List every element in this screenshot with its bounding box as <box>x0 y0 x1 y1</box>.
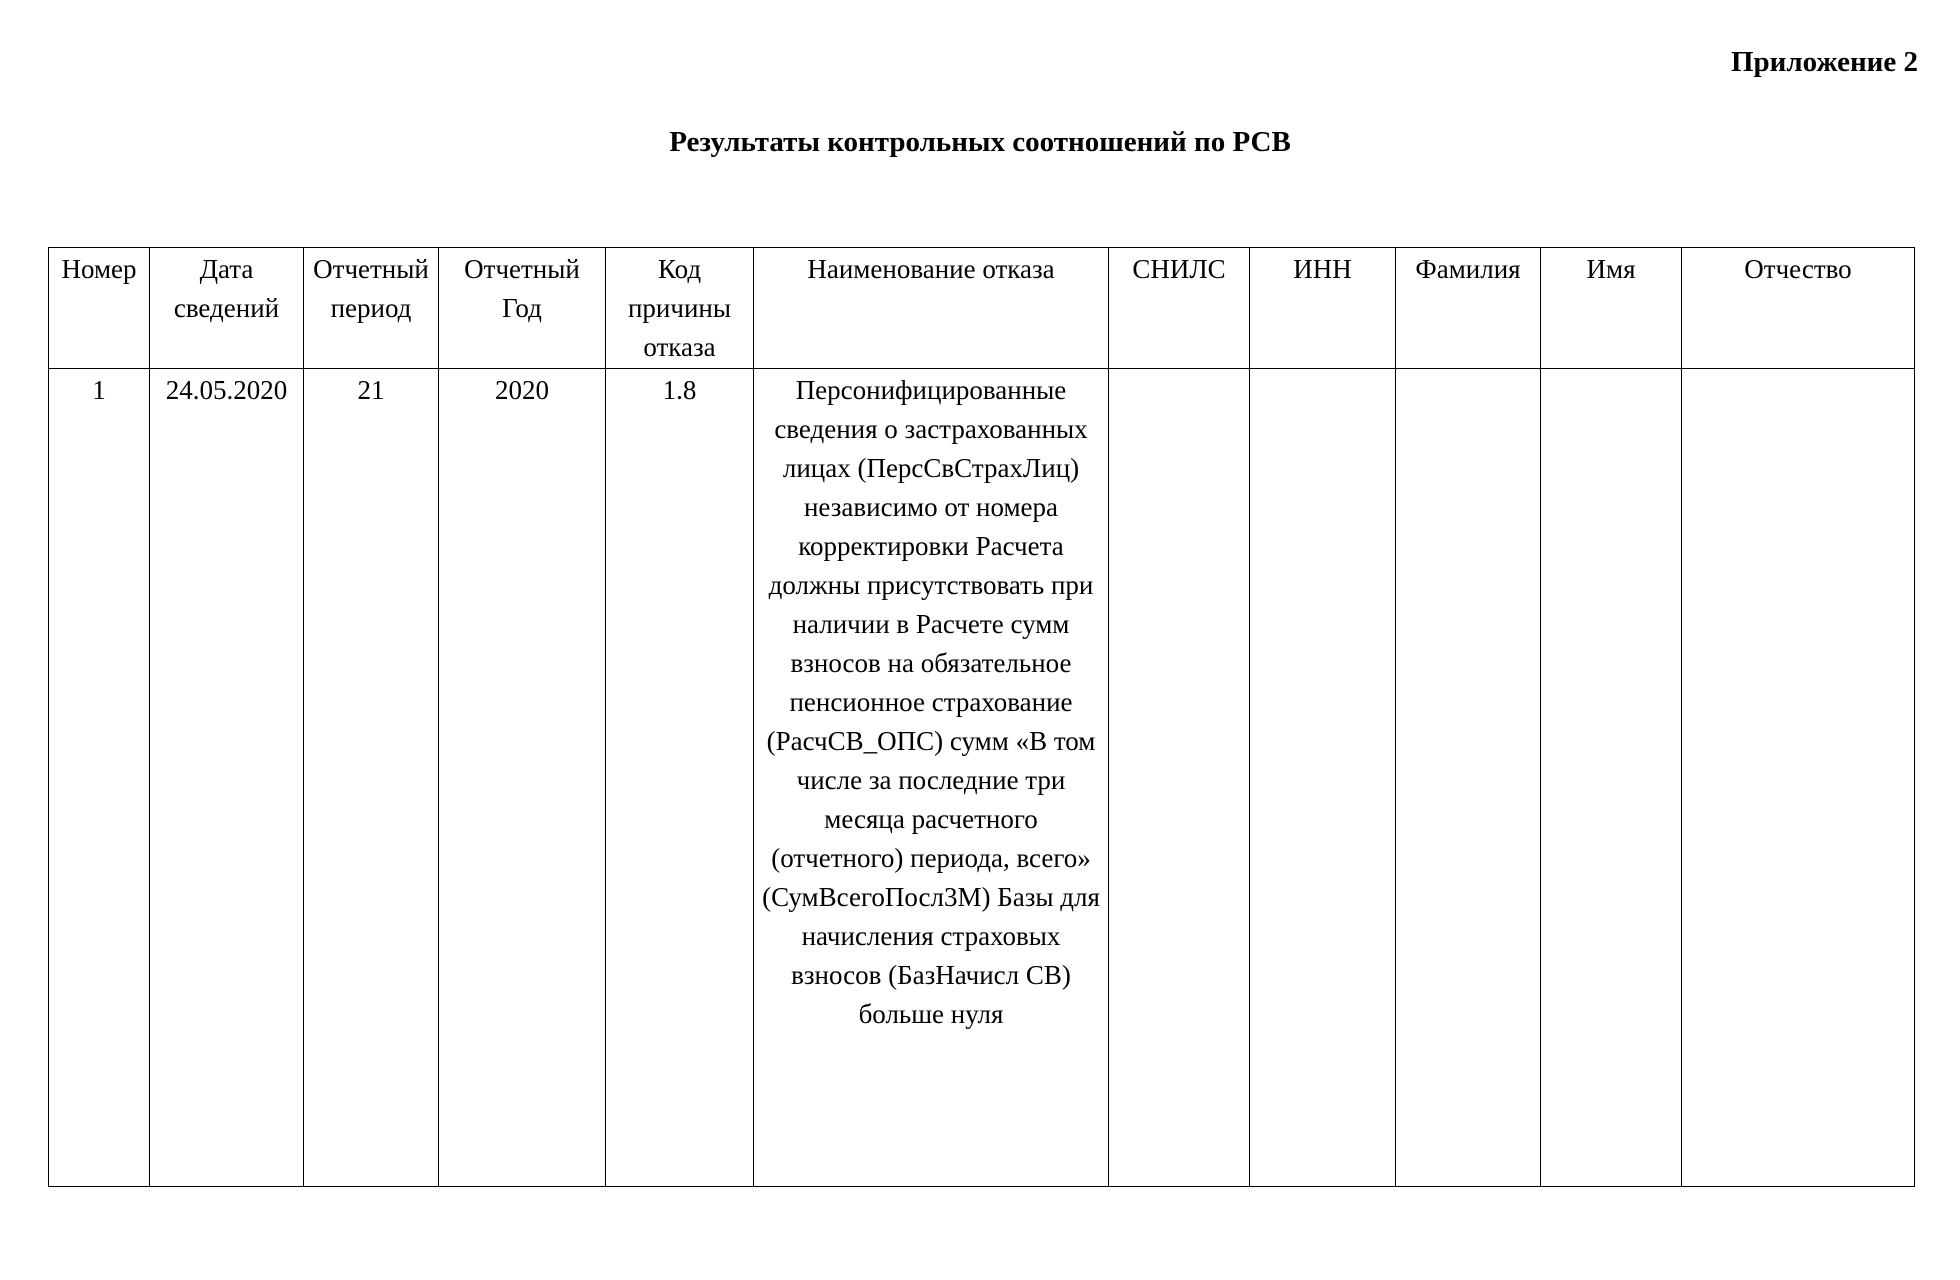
header-period: Отчетный период <box>304 248 439 369</box>
cell-date: 24.05.2020 <box>150 369 304 1187</box>
cell-surname <box>1396 369 1541 1187</box>
cell-period: 21 <box>304 369 439 1187</box>
cell-snils <box>1109 369 1250 1187</box>
cell-reason-code: 1.8 <box>606 369 754 1187</box>
cell-reason-name: Персонифицированные сведения о застрахованных лицах (ПерсСвСтрахЛиц) независимо от номера корректировки Расчета должны присутствовать при наличии в Расчете сумм взносов на обязательное пенсионное страхование (РасчСВ_ОПС) сумм «В том числе за последние три месяца расчетного (отчетного) периода, всего» (СумВсегоПосл3М) Базы для начисления страховых взносов (БазНачисл СВ) больше нуля <box>754 369 1109 1187</box>
table-header-row <box>49 248 1915 369</box>
header-inn: ИНН <box>1250 248 1396 369</box>
cell-year: 2020 <box>439 369 606 1187</box>
header-patronymic: Отчество <box>1682 248 1915 369</box>
cell-patronymic <box>1682 369 1915 1187</box>
appendix-label: Приложение 2 <box>1731 46 1918 78</box>
header-year: Отчетный Год <box>439 248 606 369</box>
header-reason-name: Наименование отказа <box>754 248 1109 369</box>
header-reason-code: Код причины отказа <box>606 248 754 369</box>
cell-inn <box>1250 369 1396 1187</box>
document-title: Результаты контрольных соотношений по РСВ <box>669 126 1291 158</box>
table-row <box>49 369 1915 1187</box>
header-snils: СНИЛС <box>1109 248 1250 369</box>
header-number: Номер <box>49 248 150 369</box>
header-name: Имя <box>1541 248 1682 369</box>
results-table <box>48 247 1915 1187</box>
cell-name <box>1541 369 1682 1187</box>
header-date: Дата сведений <box>150 248 304 369</box>
cell-number: 1 <box>49 369 150 1187</box>
header-surname: Фамилия <box>1396 248 1541 369</box>
